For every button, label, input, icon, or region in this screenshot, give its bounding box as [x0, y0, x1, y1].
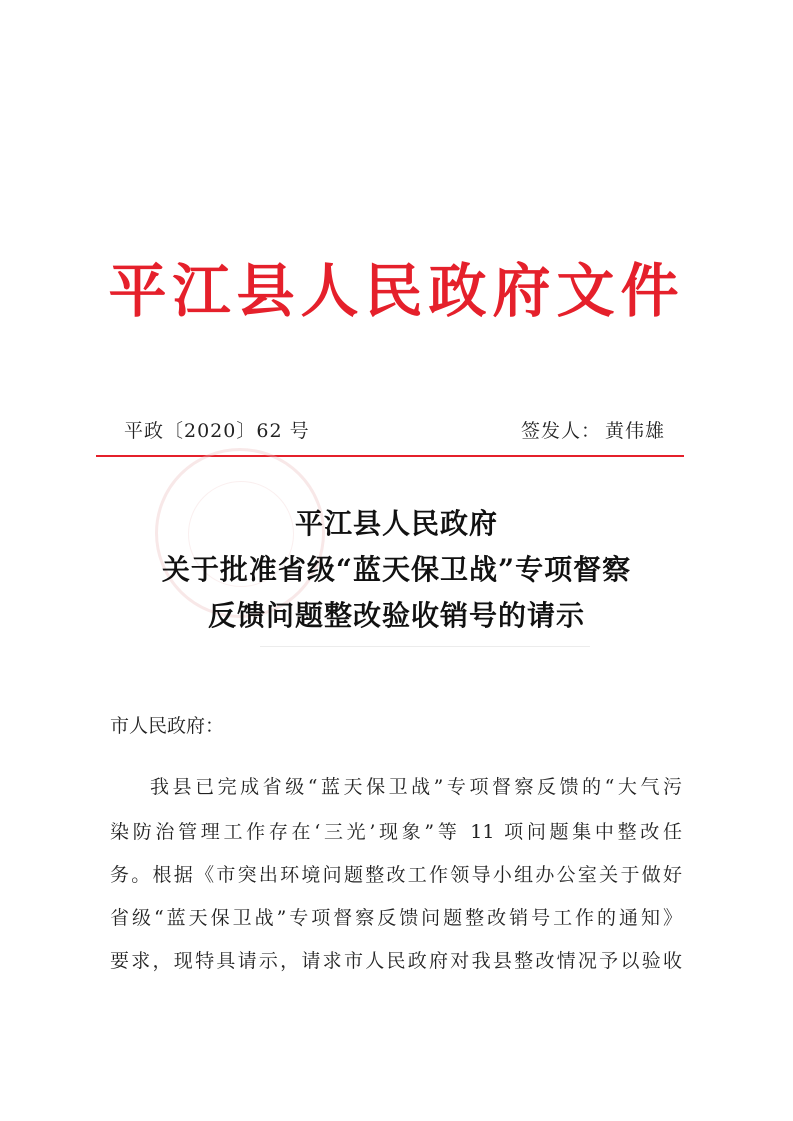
title-line-3: 反馈问题整改验收销号的请示 — [207, 599, 585, 632]
salutation: 市人民政府： — [110, 715, 225, 737]
body-line-4: 省级“蓝天保卫战”专项督察反馈问题整改销号工作的通知》 — [110, 907, 682, 929]
title-line-1: 平江县人民政府 — [294, 507, 498, 540]
title-line-2: 关于批准省级“蓝天保卫战”专项督察 — [161, 553, 632, 586]
faint-underline — [260, 646, 590, 647]
document-header-title: 平江县人民政府文件 — [108, 257, 685, 325]
signer-block — [521, 416, 665, 443]
header-red-rule — [96, 455, 684, 457]
signer-name: 黄伟雄 — [604, 420, 665, 442]
body-line-5: 要求，现特具请示，请求市人民政府对我县整改情况予以验收 — [110, 950, 682, 972]
body-line-2: 染防治管理工作存在‘三光’现象”等 11 项问题集中整改任 — [110, 821, 682, 843]
body-line-3: 务。根据《市突出环境问题整改工作领导小组办公室关于做好 — [110, 864, 682, 886]
signer-label: 签发人： — [520, 420, 601, 442]
document-number: 平政〔2020〕62 号 — [124, 420, 310, 442]
body-line-1: 我县已完成省级“蓝天保卫战”专项督察反馈的“大气污 — [150, 776, 682, 798]
